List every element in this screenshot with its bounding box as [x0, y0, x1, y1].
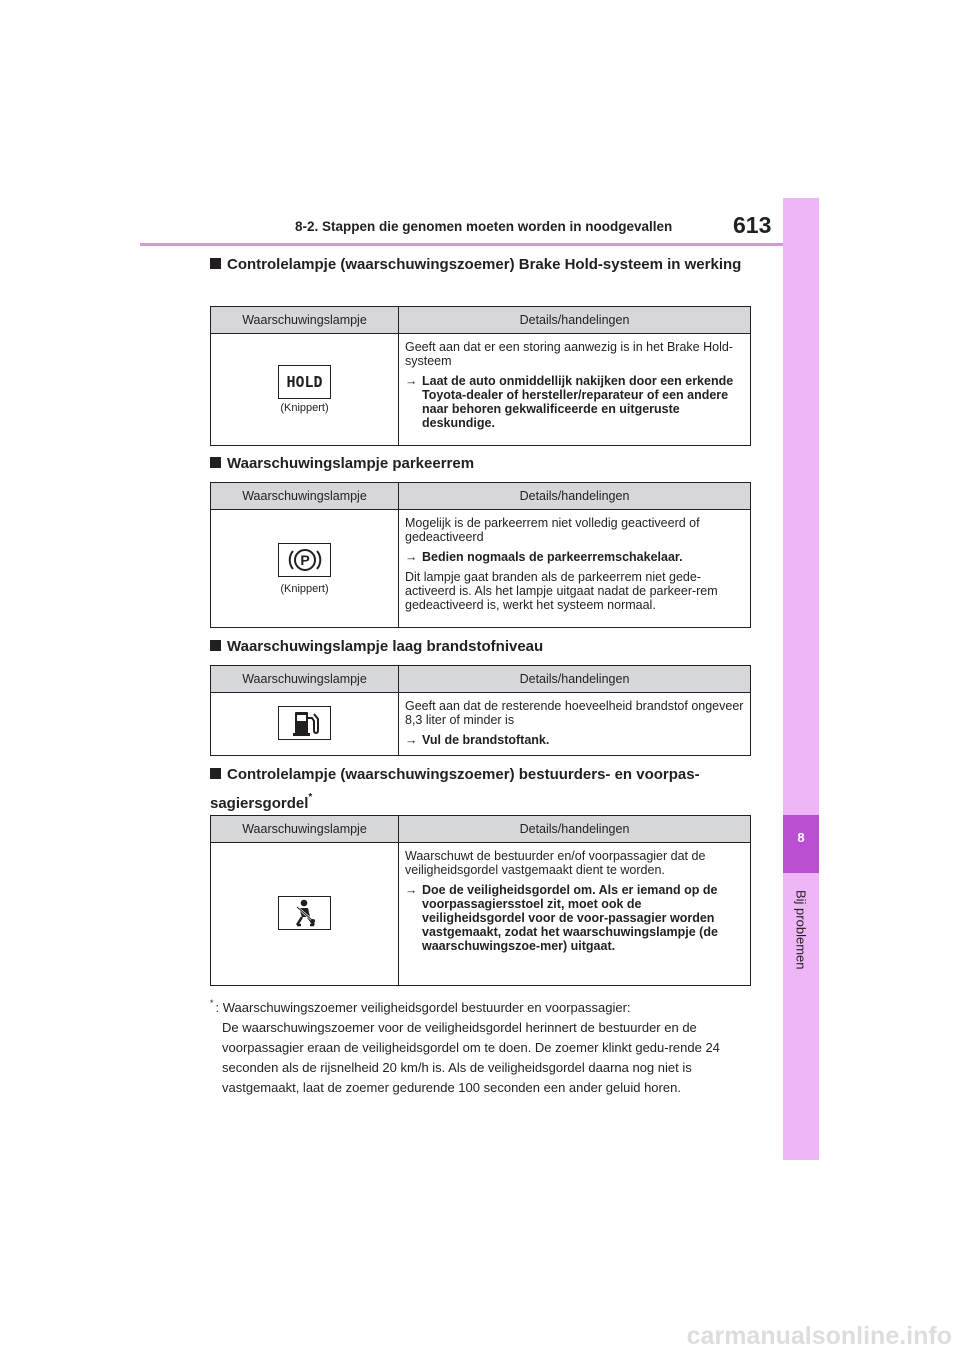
arrow-icon: →	[405, 550, 418, 564]
chapter-side-strip	[783, 198, 819, 1160]
column-header-details: Details/handelingen	[399, 666, 751, 693]
warning-table-parking-brake	[210, 482, 751, 628]
page-number: 613	[733, 212, 772, 238]
square-bullet-icon	[210, 768, 221, 779]
column-header-details: Details/handelingen	[399, 307, 751, 334]
lamp-caption: (Knippert)	[280, 402, 329, 414]
warning-table-seatbelt	[210, 815, 751, 986]
footnote-marker: *	[210, 998, 214, 1008]
lamp-cell	[211, 334, 399, 446]
seatbelt-icon	[278, 896, 331, 930]
column-header-lamp: Waarschuwingslampje	[211, 816, 399, 843]
detail-text-after: Dit lampje gaat branden als de parkeerrem niet gede-activeerd is. Als het lampje uitgaat nadat de parkeer-rem gedeactiveerd is, werkt het systeem normaal.	[405, 570, 718, 612]
footnote-body: De waarschuwingszoemer voor de veiligheidsgordel herinnert de bestuurder en de voorpassagier eraan de veiligheidsgordel om te doen. De zoemer klinkt gedu-rende 24 seconden als de rijsnelheid 20 km/h is. Als de veiligheidsgordel daarna nog niet is vastgemaakt, laat de zoemer gedurende 100 seconden een ander geluid horen.	[222, 1020, 720, 1095]
action-text: → Vul de brandstoftank.	[405, 733, 550, 747]
column-header-lamp: Waarschuwingslampje	[211, 483, 399, 510]
table-header-row	[211, 483, 751, 510]
section-heading-seatbelt: Controlelampje (waarschuwingszoemer) bestuurders- en voorpas-sagiersgordel*	[210, 766, 700, 812]
table-header-row	[211, 307, 751, 334]
section-heading-brake-hold: Controlelampje (waarschuwingszoemer) Brake Hold-systeem in werking	[210, 253, 755, 276]
fuel-pump-icon	[278, 706, 331, 740]
running-header: 8-2. Stappen die genomen moeten worden in noodgevallen	[295, 219, 673, 234]
header-rule	[140, 243, 783, 246]
column-header-lamp: Waarschuwingslampje	[211, 666, 399, 693]
details-cell	[399, 510, 751, 628]
lamp-cell	[211, 843, 399, 986]
table-row	[211, 693, 751, 756]
table-row	[211, 334, 751, 446]
svg-text:P: P	[299, 551, 310, 568]
chapter-label: Bij problemen	[793, 890, 809, 970]
lamp-caption: (Knippert)	[280, 582, 329, 595]
lamp-cell	[211, 693, 399, 756]
column-header-lamp: Waarschuwingslampje	[211, 307, 399, 334]
seatbelt-symbol	[288, 898, 322, 928]
details-cell	[399, 334, 751, 446]
square-bullet-icon	[210, 258, 221, 269]
warning-table-low-fuel	[210, 665, 751, 756]
section-heading-parking-brake: Waarschuwingslampje parkeerrem	[210, 452, 755, 475]
section-heading-low-fuel: Waarschuwingslampje laag brandstofniveau	[210, 635, 755, 658]
detail-text: Mogelijk is de parkeerrem niet volledig geactiveerd of gedeactiveerd	[405, 516, 700, 544]
table-row	[211, 843, 751, 986]
table-header-row	[211, 816, 751, 843]
column-header-details: Details/handelingen	[399, 483, 751, 510]
action-text: → Laat de auto onmiddellijk nakijken door een erkende Toyota-dealer of hersteller/reparateur of een andere naar behoren gekwalificeerde en uitgeruste deskundige.	[405, 374, 734, 430]
warning-table-brake-hold	[210, 306, 751, 446]
footnote-marker: *	[308, 792, 313, 803]
parking-brake-icon	[278, 543, 331, 577]
chapter-number: 8	[797, 830, 805, 845]
arrow-icon: →	[405, 733, 418, 747]
action-text: → Doe de veiligheidsgordel om. Als er iemand op de voorpassagiersstoel zit, moet ook de veiligheidsgordel voor de voor-passagier worden vastgemaakt, zodat het waarschuwingslampje (de waarschuwingszoe-mer) uitgaat.	[405, 883, 718, 953]
square-bullet-icon	[210, 640, 221, 651]
detail-text: Geeft aan dat er een storing aanwezig is in het Brake Hold-systeem	[405, 340, 733, 368]
table-row	[211, 510, 751, 628]
footnote-lead: : Waarschuwingszoemer veiligheidsgordel bestuurder en voorpassagier:	[215, 1000, 631, 1015]
arrow-icon: →	[405, 374, 418, 388]
arrow-icon: →	[405, 883, 418, 897]
brake-hold-icon-text: HOLD	[286, 373, 323, 391]
details-cell	[399, 843, 751, 986]
square-bullet-icon	[210, 457, 221, 468]
footnote	[210, 993, 750, 1098]
action-text: → Bedien nogmaals de parkeerremschakelaar.	[405, 550, 683, 564]
column-header-details: Details/handelingen	[399, 816, 751, 843]
details-cell	[399, 693, 751, 756]
fuel-pump-symbol	[288, 709, 322, 737]
brake-hold-icon	[278, 365, 331, 399]
detail-text: Waarschuwt de bestuurder en/of voorpassagier dat de veiligheidsgordel vastgemaakt dient te worden.	[405, 849, 706, 877]
chapter-label-container	[786, 882, 816, 978]
lamp-cell	[211, 510, 399, 628]
detail-text: Geeft aan dat de resterende hoeveelheid brandstof ongeveer 8,3 liter of minder is	[405, 699, 744, 727]
table-header-row	[211, 666, 751, 693]
parking-brake-symbol	[285, 545, 325, 575]
watermark: carmanualsonline.info	[686, 1322, 952, 1350]
